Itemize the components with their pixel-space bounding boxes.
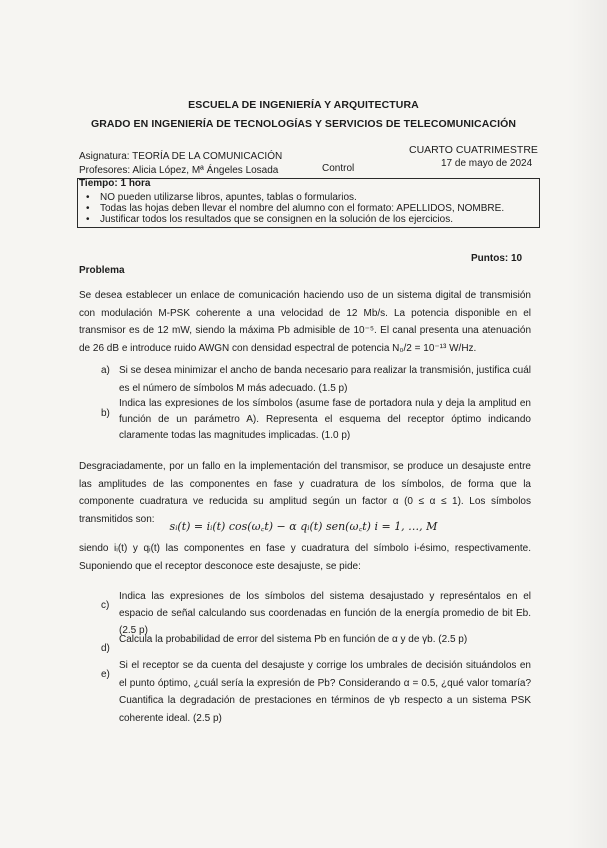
part-e-text: Si el receptor se da cuenta del desajuste y corrige los umbrales de decisión situándolos en el punto óptimo, ¿cuál sería la expresión de Pb? Considerando α = 0.5, ¿qué valor tomaría? Cuantifica la degradación de prestaciones en términos de γb respecto a un sistema PSK coherente ideal. (2.5 p) [119,660,531,724]
rules-box [77,178,540,228]
rule-text: Justificar todos los resultados que se consignen en la solución de los ejercicios. [100,214,453,225]
part-d-label: d) [101,643,110,654]
part-c-label: c) [101,600,110,611]
mismatch-text: Desgraciadamente, por un fallo en la implementación del transmisor, se produce un desajuste entre las amplitudes de las componentes en fase y cuadratura de los símbolos, de forma que la componente cuadratura ve reducida su amplitud según un factor α (0 ≤ α ≤ 1). Los símbolos transmitidos son: [79,461,531,525]
part-a-label: a) [101,365,110,376]
rule-text: NO pueden utilizarse libros, apuntes, tablas o formularios. [100,192,357,203]
bullet-icon: • [86,214,90,225]
exam-type: Control [322,163,355,174]
problem-intro: Se desea establecer un enlace de comunicación haciendo uso de un sistema digital de transmisión con modulación M-PSK coherente a una velocidad de 12 Mb/s. La potencia disponible en el transmisor es de 12 mW, siendo la máxima Pb admisible de 10⁻⁵. El canal presenta una atenuación de 26 dB e introduce ruido AWGN con densidad espectral de potencia N₀/2 = 10⁻¹³ W/Hz. [79,290,531,354]
exam-date: 17 de mayo de 2024 [441,158,533,169]
degree-title: GRADO EN INGENIERÍA DE TECNOLOGÍAS Y SERVICIOS DE TELECOMUNICACIÓN [90,118,517,130]
problem-title: Problema [79,265,125,276]
time-limit: Tiempo: 1 hora [79,178,151,189]
part-a-text: Si se desea minimizar el ancho de banda necesario para realizar la transmisión, justifica cuál es el número de símbolos M más adecuado. (1.5 p) [119,365,531,394]
subject-line: Asignatura: TEORÍA DE LA COMUNICACIÓN [79,151,283,162]
bullet-icon: • [86,203,90,214]
school-title: ESCUELA DE INGENIERÍA Y ARQUITECTURA [188,99,419,111]
bullet-icon: • [86,192,90,203]
rule-text: Todas las hojas deben llevar el nombre del alumno con el formato: APELLIDOS, NOMBRE. [100,203,505,214]
after-formula-text: siendo iᵢ(t) y qᵢ(t) las componentes en fase y cuadratura del símbolo i-ésimo, respectivamente. Suponiendo que el receptor desconoce este desajuste, se pide: [79,543,531,572]
part-b-label: b) [101,408,110,419]
part-e-label: e) [101,669,110,680]
term-label: CUARTO CUATRIMESTRE [409,144,538,156]
points-label: Puntos: 10 [471,253,523,264]
symbol-formula: sᵢ(t) = iᵢ(t) cos(ω꜀t) − α qᵢ(t) sen(ω꜀t) i = 1, …, M [169,520,438,533]
part-c-text: Indica las expresiones de los símbolos del sistema desajustado y represéntalos en el espacio de señal calculando sus coordenadas en función de la energía promedio de bit Eb. (2.5 p) [119,591,531,636]
part-b-text: Indica las expresiones de los símbolos (asume fase de portadora nula y deja la amplitud en función de un parámetro A). Representa el esquema del receptor óptimo indicando claramente todas las magnitudes implicadas. (1.0 p) [119,398,531,441]
professors-line: Profesores: Alicia López, Mª Ángeles Losada [79,165,279,176]
part-d-text: Calcula la probabilidad de error del sistema Pb en función de α y de γb. (2.5 p) [119,634,468,645]
scan-shadow [567,0,607,848]
